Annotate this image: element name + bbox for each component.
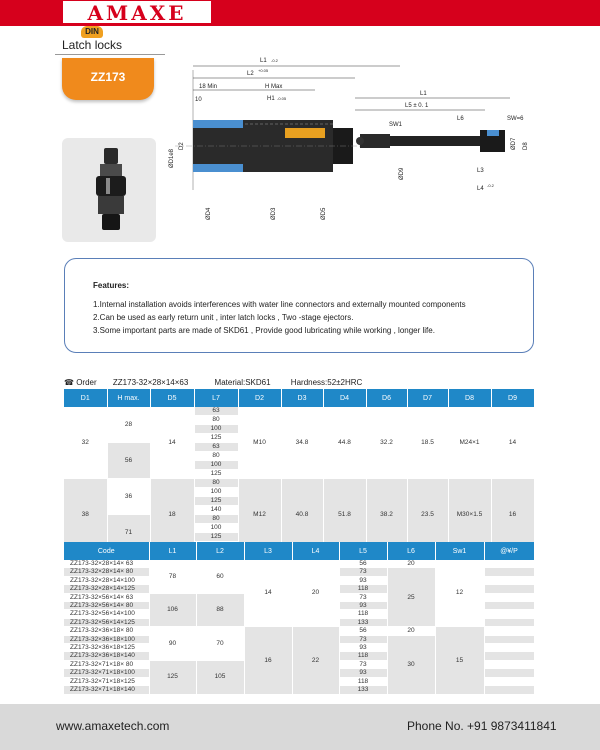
order-material: Material:SKD61 (214, 378, 271, 387)
order-hardness: Hardness:52±2HRC (290, 378, 363, 387)
code-header-7: Sw1 (435, 542, 484, 560)
cell-l7: 80 (194, 479, 238, 488)
features-box (64, 258, 534, 353)
cell-l7: 140 (194, 506, 238, 515)
cell-l2: 60 (196, 560, 244, 593)
cell-l5: 73 (339, 593, 387, 601)
cell-l3: 14 (244, 560, 292, 627)
footer (0, 704, 600, 750)
cell-l6: 25 (387, 568, 435, 627)
dim-h1: H1 (267, 96, 275, 102)
dim-d3: ØD3 (271, 207, 277, 220)
cell-l7: 100 (194, 524, 238, 533)
dim-d8: D8 (523, 142, 529, 150)
cell-code: ZZ173-32×28×14×125 (64, 585, 149, 593)
cell-price (484, 686, 534, 694)
cell-d6: 38.2 (366, 479, 407, 551)
cell-l7: 100 (194, 461, 238, 470)
cell-l7: 80 (194, 452, 238, 461)
svg-text:-0.2: -0.2 (487, 183, 494, 188)
dim-18min: 18 Min (199, 84, 218, 90)
cell-l5: 118 (339, 652, 387, 660)
cell-l7: 63 (194, 407, 238, 416)
cell-price (484, 568, 534, 576)
cell-code: ZZ173-32×71×18×125 (64, 677, 149, 685)
cell-l1: 125 (149, 660, 196, 694)
feature-item-1: 1.Internal installation avoids interferences with water line connectors and externally mounted components (93, 300, 466, 309)
latch-lock-photo-icon (62, 138, 156, 242)
cell-d3: 40.8 (281, 479, 323, 551)
cell-d8: M30×1.5 (448, 479, 491, 551)
header-3: L7 (194, 389, 238, 407)
cell-code: ZZ173-32×56×14× 80 (64, 602, 149, 610)
header-5: D3 (281, 389, 323, 407)
cell-l2: 88 (196, 593, 244, 627)
dim-l5: L5 ± 0. 1 (405, 103, 429, 109)
cell-code: ZZ173-32×56×14× 63 (64, 593, 149, 601)
cell-l4: 20 (292, 560, 339, 627)
cell-l7: 125 (194, 533, 238, 542)
cell-d6: 32.2 (366, 407, 407, 479)
cell-hmax: 71 (107, 515, 150, 551)
header-4: D2 (238, 389, 281, 407)
header-6: D4 (323, 389, 366, 407)
footer-phone: Phone No. +91 9873411841 (407, 719, 557, 733)
dim-l2: L2 (247, 71, 254, 77)
product-photo (62, 138, 156, 242)
header-8: D7 (407, 389, 448, 407)
code-table (64, 542, 535, 695)
cell-code: ZZ173-32×71×18×100 (64, 669, 149, 677)
cell-l1: 106 (149, 593, 196, 627)
cell-l1: 90 (149, 627, 196, 661)
cell-price (484, 610, 534, 618)
dim-d5: ØD5 (321, 207, 327, 220)
din-badge: DIN (81, 26, 103, 38)
code-row (64, 627, 534, 635)
dim-sw1: SW1 (389, 122, 403, 128)
cell-d2: M10 (238, 407, 281, 479)
header-1: H max. (107, 389, 150, 407)
cell-l5: 118 (339, 677, 387, 685)
phone-icon: ☎ (64, 378, 74, 387)
section-title: Latch locks (62, 38, 123, 52)
cell-d5: 18 (150, 479, 194, 551)
cell-l3: 16 (244, 627, 292, 694)
cell-code: ZZ173-32×56×14×125 (64, 618, 149, 626)
svg-text:-0.05: -0.05 (277, 96, 287, 101)
dim-sw6: SW=6 (507, 116, 524, 122)
cell-hmax: 36 (107, 479, 150, 515)
cell-d8: M24×1 (448, 407, 491, 479)
cell-code: ZZ173-32×71×18× 80 (64, 660, 149, 668)
cell-price (484, 677, 534, 685)
cell-l5: 93 (339, 602, 387, 610)
dim-d2: D2 (179, 142, 185, 150)
cell-d4: 44.8 (323, 407, 366, 479)
header-0: D1 (64, 389, 107, 407)
svg-text:-0.2: -0.2 (271, 58, 278, 63)
dim-d7: ØD7 (511, 137, 517, 150)
cell-l5: 73 (339, 660, 387, 668)
dim-l3: L3 (477, 168, 484, 174)
footer-url[interactable]: www.amaxetech.com (56, 719, 170, 733)
cell-d3: 34.8 (281, 407, 323, 479)
code-header-2: L2 (196, 542, 244, 560)
cell-d1: 32 (64, 407, 107, 479)
cell-l7: 125 (194, 434, 238, 443)
order-code: ZZ173-32×28×14×63 (112, 378, 189, 387)
dim-r-l1: L1 (420, 91, 427, 97)
dim-l4: L4 (477, 186, 484, 192)
cell-l6: 20 (387, 627, 435, 635)
dim-hmax: H Max (265, 84, 283, 90)
spec-table (64, 389, 535, 551)
cell-d4: 51.8 (323, 479, 366, 551)
dim-l6: L6 (457, 116, 464, 122)
cell-l2: 70 (196, 627, 244, 661)
cell-l5: 118 (339, 610, 387, 618)
cell-l6: 20 (387, 560, 435, 568)
cell-l5: 56 (339, 560, 387, 568)
model-tab: ZZ173 (62, 58, 154, 100)
cell-code: ZZ173-32×36×18×125 (64, 644, 149, 652)
cell-l5: 56 (339, 627, 387, 635)
cell-l7: 125 (194, 497, 238, 506)
cell-l2: 105 (196, 660, 244, 694)
cell-d2: M12 (238, 479, 281, 551)
svg-text:+0.05: +0.05 (258, 68, 269, 73)
cell-l5: 93 (339, 576, 387, 584)
feature-item-3: 3.Some important parts are made of SKD61 , Provide good lubricating while working , longer life. (93, 326, 435, 335)
cell-l7: 80 (194, 416, 238, 425)
cell-price (484, 652, 534, 660)
amaxe-logo: AMAXE (62, 0, 212, 24)
cell-d9: 14 (491, 407, 534, 479)
cell-d9: 16 (491, 479, 534, 551)
cell-code: ZZ173-32×28×14×100 (64, 576, 149, 584)
cell-l5: 73 (339, 635, 387, 643)
cell-price (484, 660, 534, 668)
cell-l5: 133 (339, 686, 387, 694)
cell-price (484, 618, 534, 626)
cell-d5: 14 (150, 407, 194, 479)
cell-l7: 125 (194, 470, 238, 479)
code-header-0: Code (64, 542, 149, 560)
cell-d7: 18.5 (407, 407, 448, 479)
code-header-8: @¥/P (484, 542, 534, 560)
cell-d7: 23.5 (407, 479, 448, 551)
cell-price (484, 576, 534, 584)
cell-price (484, 560, 534, 568)
order-line (64, 378, 362, 387)
cell-code: ZZ173-32×36×18×100 (64, 635, 149, 643)
cell-code: ZZ173-32×28×14× 80 (64, 568, 149, 576)
dim-d9: ØD9 (399, 167, 405, 180)
cell-l5: 93 (339, 644, 387, 652)
title-underline (55, 54, 165, 55)
cell-price (484, 602, 534, 610)
cell-price (484, 635, 534, 643)
dim-d1e8: ØD1e8 (169, 148, 175, 168)
dim-10: 10 (195, 97, 202, 103)
cell-price (484, 669, 534, 677)
cell-sw1: 15 (435, 627, 484, 694)
code-header-5: L5 (339, 542, 387, 560)
cell-l7: 100 (194, 488, 238, 497)
cell-sw1: 12 (435, 560, 484, 627)
code-header-4: L4 (292, 542, 339, 560)
cell-code: ZZ173-32×36×18×140 (64, 652, 149, 660)
cell-l4: 22 (292, 627, 339, 694)
features-title: Features: (93, 281, 130, 290)
cell-l7: 63 (194, 443, 238, 452)
cell-price (484, 627, 534, 635)
header-9: D8 (448, 389, 491, 407)
cell-l6: 30 (387, 635, 435, 694)
spec-row (64, 479, 534, 488)
cell-hmax: 28 (107, 407, 150, 443)
cell-code: ZZ173-32×36×18× 80 (64, 627, 149, 635)
cell-hmax: 56 (107, 443, 150, 479)
cell-l7: 100 (194, 425, 238, 434)
dim-d4: ØD4 (206, 207, 212, 220)
order-label: Order (76, 378, 97, 387)
dim-l1: L1 (260, 58, 267, 64)
code-header-1: L1 (149, 542, 196, 560)
cell-l5: 133 (339, 618, 387, 626)
cell-d1: 38 (64, 479, 107, 551)
cell-code: ZZ173-32×56×14×100 (64, 610, 149, 618)
code-row (64, 560, 534, 568)
code-header-3: L3 (244, 542, 292, 560)
cell-l5: 118 (339, 585, 387, 593)
cell-price (484, 585, 534, 593)
cell-l1: 78 (149, 560, 196, 593)
cell-l7: 80 (194, 515, 238, 524)
cell-l5: 73 (339, 568, 387, 576)
spec-row (64, 407, 534, 416)
cell-l5: 93 (339, 669, 387, 677)
feature-item-2: 2.Can be used as early return unit , inter latch locks , Two -stage ejectors. (93, 313, 354, 322)
cell-code: ZZ173-32×28×14× 63 (64, 560, 149, 568)
header-10: D9 (491, 389, 534, 407)
code-header-6: L6 (387, 542, 435, 560)
technical-drawing (165, 50, 545, 250)
header-2: D5 (150, 389, 194, 407)
cell-price (484, 644, 534, 652)
cell-price (484, 593, 534, 601)
header-7: D6 (366, 389, 407, 407)
cell-code: ZZ173-32×71×18×140 (64, 686, 149, 694)
